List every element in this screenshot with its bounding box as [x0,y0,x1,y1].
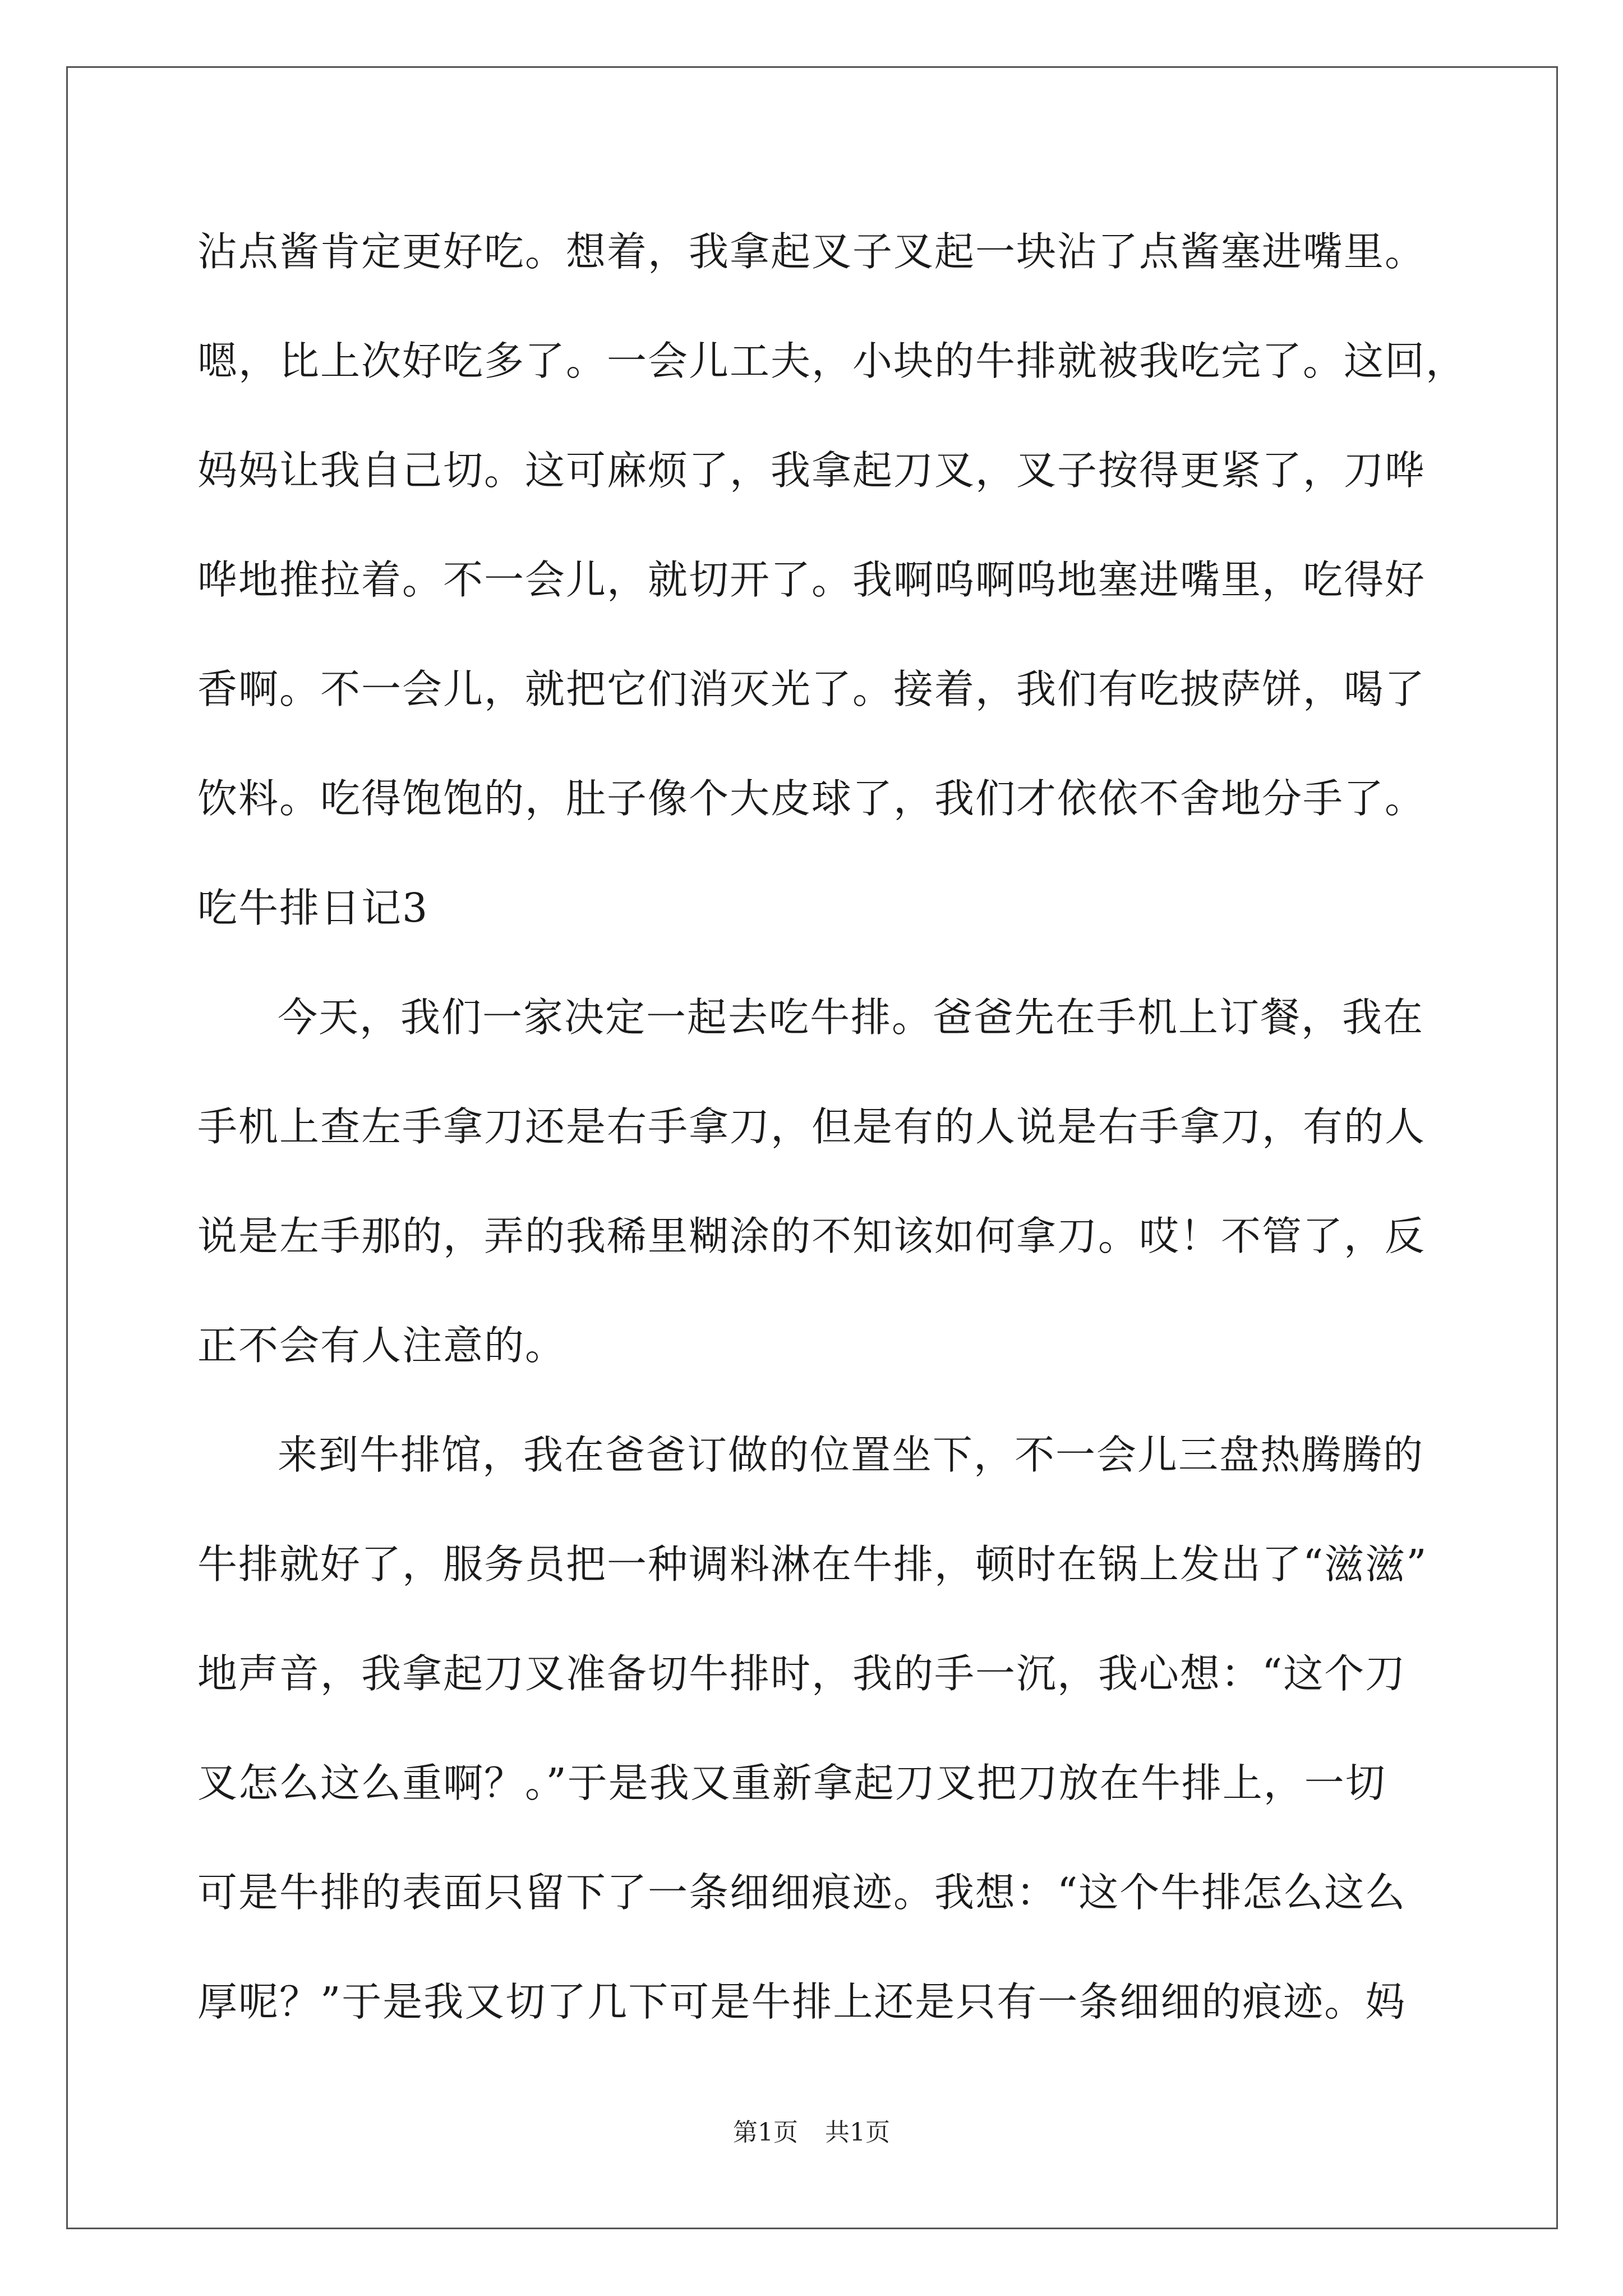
body-line: 妈妈让我自己切。这可麻烦了，我拿起刀叉，叉子按得更紧了，刀哗 [197,447,1426,494]
page-number: 第1页 [733,2118,798,2147]
body-line: 哗地推拉着。不一会儿，就切开了。我啊呜啊呜地塞进嘴里，吃得好 [197,556,1426,603]
page-footer [0,2116,1623,2150]
paragraph-line: 正不会有人注意的。 [197,1322,566,1369]
body-line: 嗯，比上次好吃多了。一会儿工夫，小块的牛排就被我吃完了。这回， [197,338,1467,384]
paragraph-line: 可是牛排的表面只留下了一条细细痕迹。我想：“这个牛排怎么这么 [197,1869,1407,1916]
page-total: 共1页 [825,2118,890,2147]
paragraph-line: 今天，我们一家决定一起去吃牛排。爸爸先在手机上订餐，我在 [278,994,1424,1041]
paragraph-line: 叉怎么这么重啊？。”于是我又重新拿起刀叉把刀放在牛排上，一切 [197,1760,1386,1806]
section-title: 吃牛排日记3 [197,885,429,931]
body-line: 饮料。吃得饱饱的，肚子像个大皮球了，我们才依依不舍地分手了。 [197,775,1426,822]
body-line: 香啊。不一会儿，就把它们消灭光了。接着，我们有吃披萨饼，喝了 [197,666,1426,712]
paragraph-line: 说是左手那的，弄的我稀里糊涂的不知该如何拿刀。哎！不管了，反 [197,1213,1426,1259]
paragraph-line: 地声音，我拿起刀叉准备切牛排时，我的手一沉，我心想：“这个刀 [197,1650,1407,1697]
paragraph-line: 手机上查左手拿刀还是右手拿刀，但是有的人说是右手拿刀，有的人 [197,1103,1426,1150]
paragraph-line: 牛排就好了，服务员把一种调料淋在牛排，顿时在锅上发出了“滋滋” [197,1541,1428,1588]
paragraph-line: 来到牛排馆，我在爸爸订做的位置坐下，不一会儿三盘热腾腾的 [278,1432,1424,1478]
paragraph-line: 厚呢？”于是我又切了几下可是牛排上还是只有一条细细的痕迹。妈 [197,1978,1407,2025]
body-line: 沾点酱肯定更好吃。想着，我拿起叉子叉起一块沾了点酱塞进嘴里。 [197,228,1426,275]
